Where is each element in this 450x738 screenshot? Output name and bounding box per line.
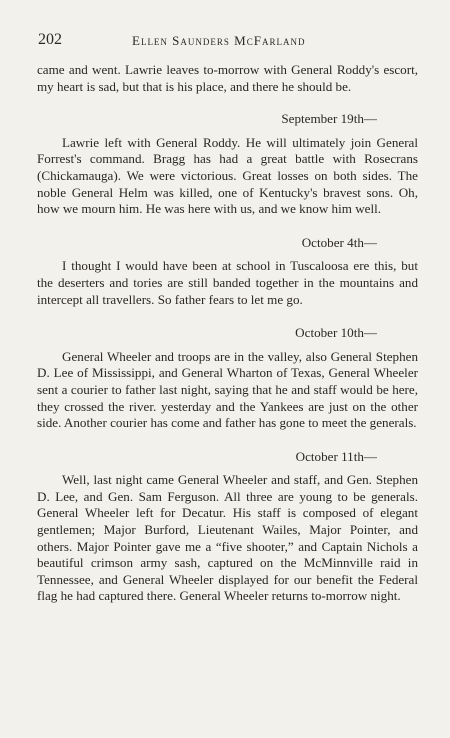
running-header: Ellen Saunders McFarland — [132, 33, 306, 48]
page-body — [37, 62, 418, 605]
entry-date: October 4th— — [301, 234, 377, 250]
entry-date: September 19th— — [281, 111, 377, 127]
entry-paragraph: I thought I would have been at school in Tuscaloosa ere this, but the deserters and tories are still banded together in the mountains and intercept all travellers. So father fears to let me go. — [37, 258, 418, 307]
entry-paragraph: General Wheeler and troops are in the valley, also General Stephen D. Lee of Mississippi, and General Wharton of Texas, General Wheeler sent a courier to father last night, saying that he and staff would be here, they crossed the river. yesterday and the Yankees are just on the other side. Another courier has come and father has gone to meet the generals. — [37, 348, 418, 431]
entry-date: October 10th— — [295, 325, 377, 341]
page-number: 202 — [38, 31, 62, 48]
entry-paragraph: Well, last night came General Wheeler and staff, and Gen. Stephen D. Lee, and Gen. Sam Ferguson. All three are young to be generals. General Wheeler left for Decatur. His staff is composed of elegant gentlemen; Major Burford, Lieutenant Wailes, Major Pointer, and others. Major Pointer gave me a “five shooter,” and Captain Nichols a beautiful crimson army sash, captured on the McMinnville raid in Tennessee, and General Wheeler displayed for our benefit the Federal flag he had captured there. General Wheeler returns to-morrow night. — [37, 472, 418, 604]
entry-paragraph: Lawrie left with General Roddy. He will ultimately join General Forrest's command. Bragg has had a great battle with Rosecrans (Chickamauga). We were victorious. Great losses on both sides. The noble General Helm was killed, one of Kentucky's bravest sons. Oh, how we mourn him. He was here with us, and we know him well. — [37, 134, 418, 217]
entry-date: October 11th— — [295, 448, 377, 464]
continued-paragraph: came and went. Lawrie leaves to-morrow with General Roddy's escort, my heart is sad, but that is his place, and there he should be. — [37, 62, 418, 94]
